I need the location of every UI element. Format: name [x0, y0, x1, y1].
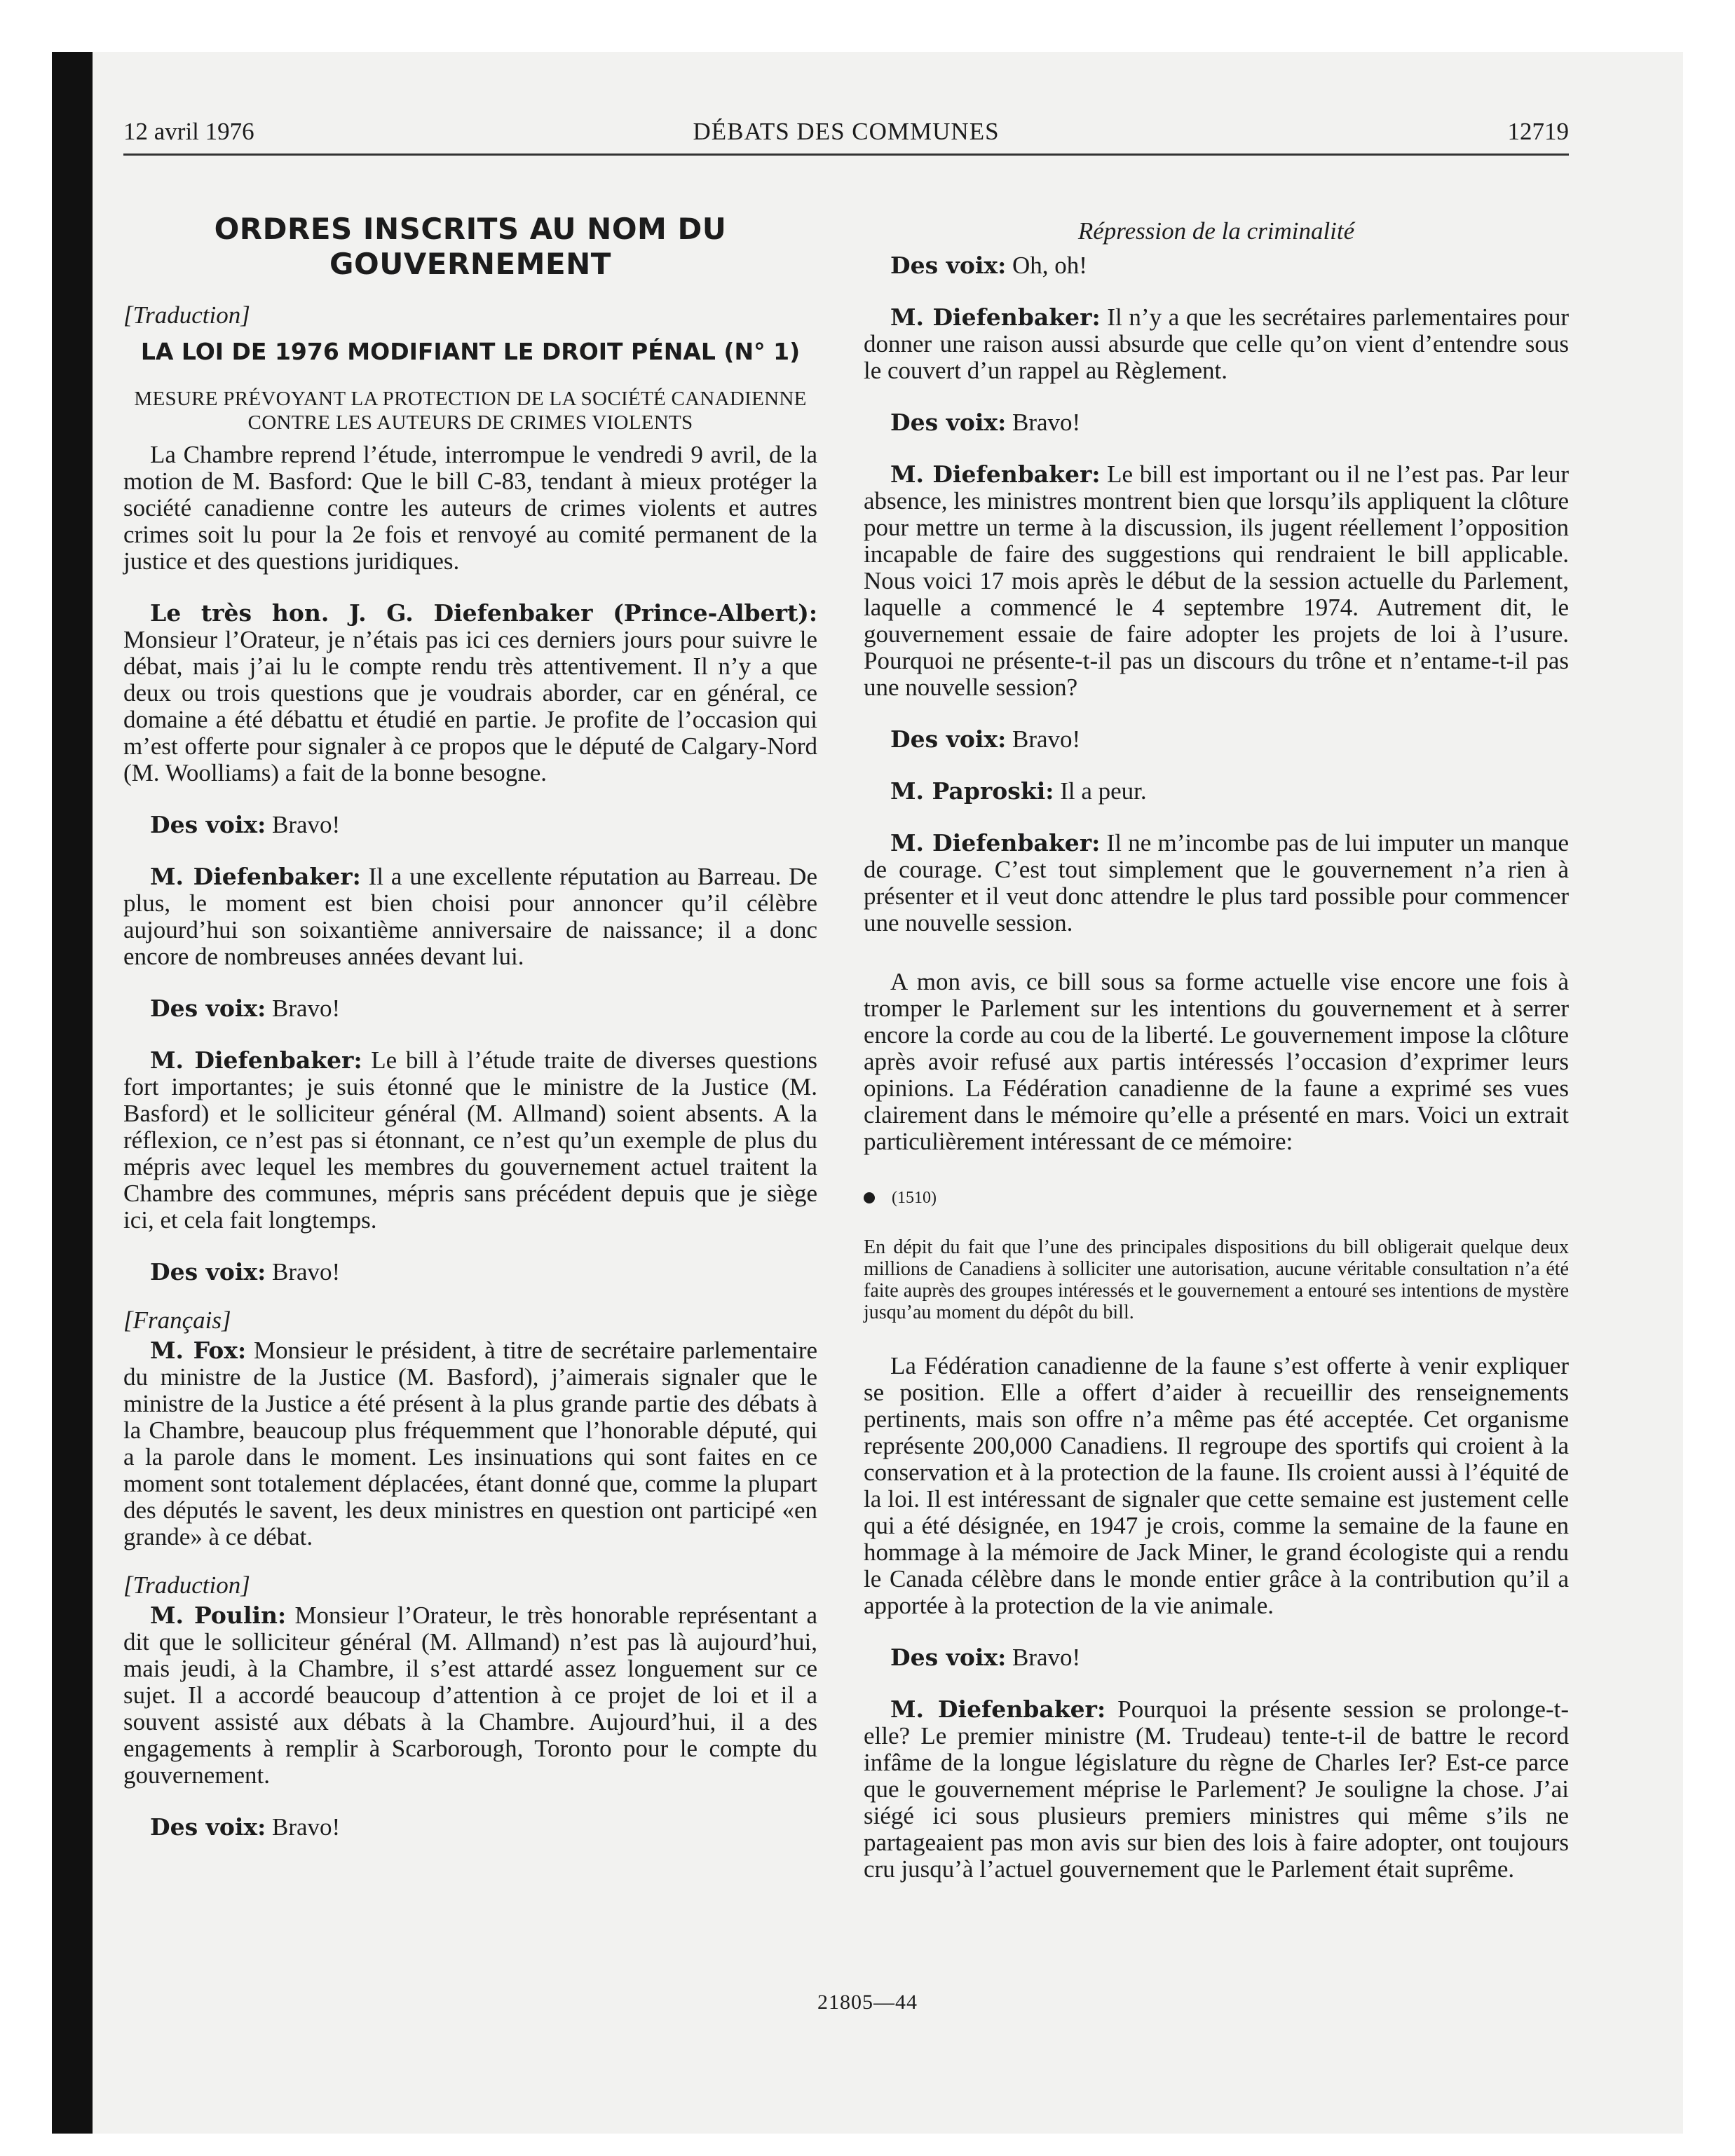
- intro-paragraph: La Chambre reprend l’étude, interrompue le vendredi 9 avril, de la motion de M. Basford: Que le bill C-83, tendant à mieux protéger la société canadienne contre les auteurs de crimes violents et autres crimes soit lu pour la 2e fois et renvoyé au comité permanent de la justice et des questions juridiques.: [123, 441, 817, 575]
- speaker-name: M. Paproski:: [890, 777, 1054, 805]
- language-tag: [Traduction]: [123, 301, 250, 329]
- measure-subtitle: MESURE PRÉVOYANT LA PROTECTION DE LA SOCIÉTÉ CANADIENNE CONTRE LES AUTEURS DE CRIMES VIOLENTS: [134, 388, 807, 434]
- speech-text: Oh, oh!: [1006, 252, 1087, 279]
- speech-text: Bravo!: [266, 995, 341, 1022]
- speaker-name: Le très hon. J. G. Diefenbaker (Prince-Albert):: [150, 599, 817, 627]
- speech-paragraph: [123, 864, 817, 970]
- running-header: [123, 116, 1569, 156]
- speech-text: Il ne m’incombe pas de lui imputer un manque de courage. C’est tout simplement que le gouvernement n’a rien à présenter et il veut donc attendre le plus tard possible pour commencer une nouvelle session.: [864, 829, 1569, 936]
- speech-paragraph: [123, 1814, 817, 1841]
- body-paragraph: A mon avis, ce bill sous sa forme actuelle vise encore une fois à tromper le Parlement sur les intentions du gouvernement et à serrer encore la corde au cou de la liberté. Le gouvernement impose la clôture après avoir refusé aux partis intéressés l’occasion d’exprimer leurs opinions. La Fédération canadienne de la faune a exprimé ses vues clairement dans le mémoire qu’elle a présenté en mars. Voici un extrait particulièrement intéressant de ce mémoire:: [864, 968, 1569, 1155]
- block-quote: En dépit du fait que l’une des principales dispositions du bill obligerait quelque deux millions de Canadiens à solliciter une autorisation, aucune véritable consultation n’a été faite auprès des groupes intéressés et le gouvernement a entouré ses intentions de mystère jusqu’au moment du dépôt du bill.: [864, 1236, 1569, 1323]
- speech-paragraph: [864, 778, 1569, 805]
- speech-paragraph: [123, 1602, 817, 1789]
- speech-text: Bravo!: [266, 1258, 341, 1285]
- speaker-name: M. Diefenbaker:: [150, 863, 361, 890]
- speaker-name: Des voix:: [890, 725, 1007, 753]
- speech-paragraph: [864, 726, 1569, 753]
- speech-paragraph: [123, 995, 817, 1022]
- time-marker: [864, 1187, 1569, 1208]
- speech-text: Bravo!: [266, 1813, 341, 1841]
- speaker-name: Des voix:: [150, 1813, 266, 1841]
- speech-text: Monsieur l’Orateur, le très honorable représentant a dit que le solliciteur général (M. Allmand) n’est pas là aujourd’hui, mais jeudi, à la Chambre, il s’est attardé assez longuement sur ce sujet. Il a accordé beaucoup d’attention à ce projet de loi et il a souvent assisté aux débats à la Chambre. Aujourd’hui, il a des engagements à remplir à Scarborough, Toronto pour le compte du gouvernement.: [123, 1602, 817, 1789]
- speaker-name: M. Fox:: [150, 1337, 247, 1364]
- speech-text: Le bill à l’étude traite de diverses questions fort importantes; je suis étonné que le ministre de la Justice (M. Basford) et le solliciteur général (M. Allmand) soient absents. A la réflexion, ce n’est pas si étonnant, ce n’est qu’un exemple de plus du mépris avec lequel les membres du gouvernement actuel traitent la Chambre des communes, mépris sans précédent depuis que je siège ici, et cela fait longtemps.: [123, 1046, 818, 1234]
- binding-edge: [52, 52, 93, 2134]
- speech-paragraph: [864, 409, 1569, 436]
- speech-paragraph: [123, 1047, 817, 1234]
- header-title: DÉBATS DES COMMUNES: [693, 118, 1000, 145]
- speaker-name: Des voix:: [890, 1644, 1007, 1671]
- speech-text: Bravo!: [1006, 725, 1081, 753]
- body-paragraph: La Fédération canadienne de la faune s’est offerte à venir expliquer se position. Elle a offert d’aider à recueillir des renseignements pertinents, mais son offre n’a même pas été acceptée. Cet organisme représente 200,000 Canadiens. Il regroupe des sportifs qui croient à la conservation et à la protection de la faune. Ils croient aussi à l’équité de la loi. Il est intéressant de signaler que cette semaine est justement celle qui a été désignée, en 1947 je crois, comme la semaine de la faune en hommage à la mémoire de Jack Miner, le grand écologiste qui a rendu le Canada célèbre dans le monde entier grâce à la contribution qu’il a apportée à la protection de la vie animale.: [864, 1352, 1569, 1619]
- speech-text: Pourquoi la présente session se prolonge-t-elle? Le premier ministre (M. Trudeau) tente-t-il de battre le record infâme de la longue législature du règne de Charles Ier? Est-ce parce que le gouvernement méprise le Parlement? Je souligne la chose. J’ai siégé ici sous plusieurs premiers ministres qui même s’ils ne partageaient pas mon avis sur bien des lois à faire adopter, ont toujours cru jusqu’à l’actuel gouvernement que le Parlement était suprême.: [864, 1696, 1569, 1883]
- speaker-name: M. Diefenbaker:: [890, 460, 1101, 488]
- topic-subhead: Répression de la criminalité: [1077, 217, 1355, 245]
- speech-paragraph: [123, 1337, 817, 1550]
- header-date: 12 avril 1976: [123, 118, 254, 145]
- speech-paragraph: [864, 830, 1569, 936]
- speech-text: Bravo!: [1006, 1644, 1081, 1671]
- language-tag: [Français]: [123, 1306, 231, 1334]
- speaker-name: Des voix:: [150, 995, 266, 1022]
- speech-text: Le bill est important ou il ne l’est pas. Par leur absence, les ministres montrent bien que lorsqu’ils appliquent la clôture pour mettre un terme à la discussion, ils jugent réellement l’opposition incapable de faire des suggestions qui rendraient le bill applicable. Nous voici 17 mois après le début de la session actuelle du Parlement, laquelle a commencé le 4 septembre 1974. Autrement dit, le gouvernement essaie de faire adopter les projets de loi à l’usure. Pourquoi ne présente-t-il pas un discours du trône et n’entame-t-il pas une nouvelle session?: [864, 460, 1569, 701]
- left-column: [123, 168, 817, 1841]
- speech-text: Il n’y a que les secrétaires parlementaires pour donner une raison aussi absurde que celle qu’on vient d’entendre sous le couvert d’un rappel au Règlement.: [864, 303, 1569, 384]
- speaker-name: M. Diefenbaker:: [890, 1696, 1106, 1723]
- speech-text: Monsieur le président, à titre de secrétaire parlementaire du ministre de la Justice (M. Basford), j’aimerais signaler que le ministre de la Justice a été présent à la plus grande partie des débats à la Chambre, beaucoup plus fréquemment que l’honorable député, qui a la parole dans le moment. Les insinuations qui sont faites en ce moment sont totalement déplacées, étant donné que, comme la plupart des députés le savent, les deux ministres en question ont participé «en grande» à ce débat.: [123, 1337, 818, 1550]
- speaker-name: M. Poulin:: [150, 1602, 287, 1629]
- speech-text: Il a peur.: [1054, 777, 1147, 805]
- speech-text: Monsieur l’Orateur, je n’étais pas ici ces derniers jours pour suivre le débat, mais j’ai lu le compte rendu très attentivement. Il n’y a que deux ou trois questions que je voudrais aborder, car en général, ce domaine a été débattu et étudié en partie. Je profite de l’occasion qui m’est offerte pour signaler à ce propos que le député de Calgary-Nord (M. Woolliams) a fait de la bonne besogne.: [123, 626, 817, 786]
- speaker-name: Des voix:: [150, 1258, 266, 1285]
- speech-text: Il a une excellente réputation au Barreau. De plus, le moment est bien choisi pour annoncer qu’il célèbre aujourd’hui son soixantième anniversaire de naissance; il a donc encore de nombreuses années devant lui.: [123, 863, 817, 970]
- speaker-name: M. Diefenbaker:: [150, 1046, 362, 1074]
- speech-paragraph: [864, 461, 1569, 701]
- speech-paragraph: [123, 812, 817, 838]
- bullet-icon: [864, 1192, 875, 1203]
- speech-text: Bravo!: [1006, 409, 1081, 436]
- speech-text: Bravo!: [266, 811, 341, 838]
- header-page-number: 12719: [1507, 118, 1569, 145]
- right-column: [864, 168, 1569, 1883]
- speaker-name: Des voix:: [890, 409, 1007, 436]
- speech-paragraph: [864, 1644, 1569, 1671]
- speaker-name: Des voix:: [150, 811, 266, 838]
- section-heading: ORDRES INSCRITS AU NOM DU GOUVERNEMENT: [214, 212, 727, 281]
- bill-title: LA LOI DE 1976 MODIFIANT LE DROIT PÉNAL (N° 1): [140, 338, 801, 365]
- language-tag: [Traduction]: [123, 1571, 250, 1599]
- print-code: 21805—44: [817, 1991, 918, 2014]
- speech-paragraph: [864, 304, 1569, 384]
- speaker-name: Des voix:: [890, 252, 1007, 279]
- speech-paragraph: [123, 1259, 817, 1285]
- time-marker-text: (1510): [892, 1189, 937, 1207]
- speaker-name: M. Diefenbaker:: [890, 829, 1101, 857]
- speaker-name: M. Diefenbaker:: [890, 303, 1101, 331]
- speech-paragraph: [864, 252, 1569, 279]
- speech-paragraph: [123, 600, 817, 786]
- speech-paragraph: [864, 1696, 1569, 1883]
